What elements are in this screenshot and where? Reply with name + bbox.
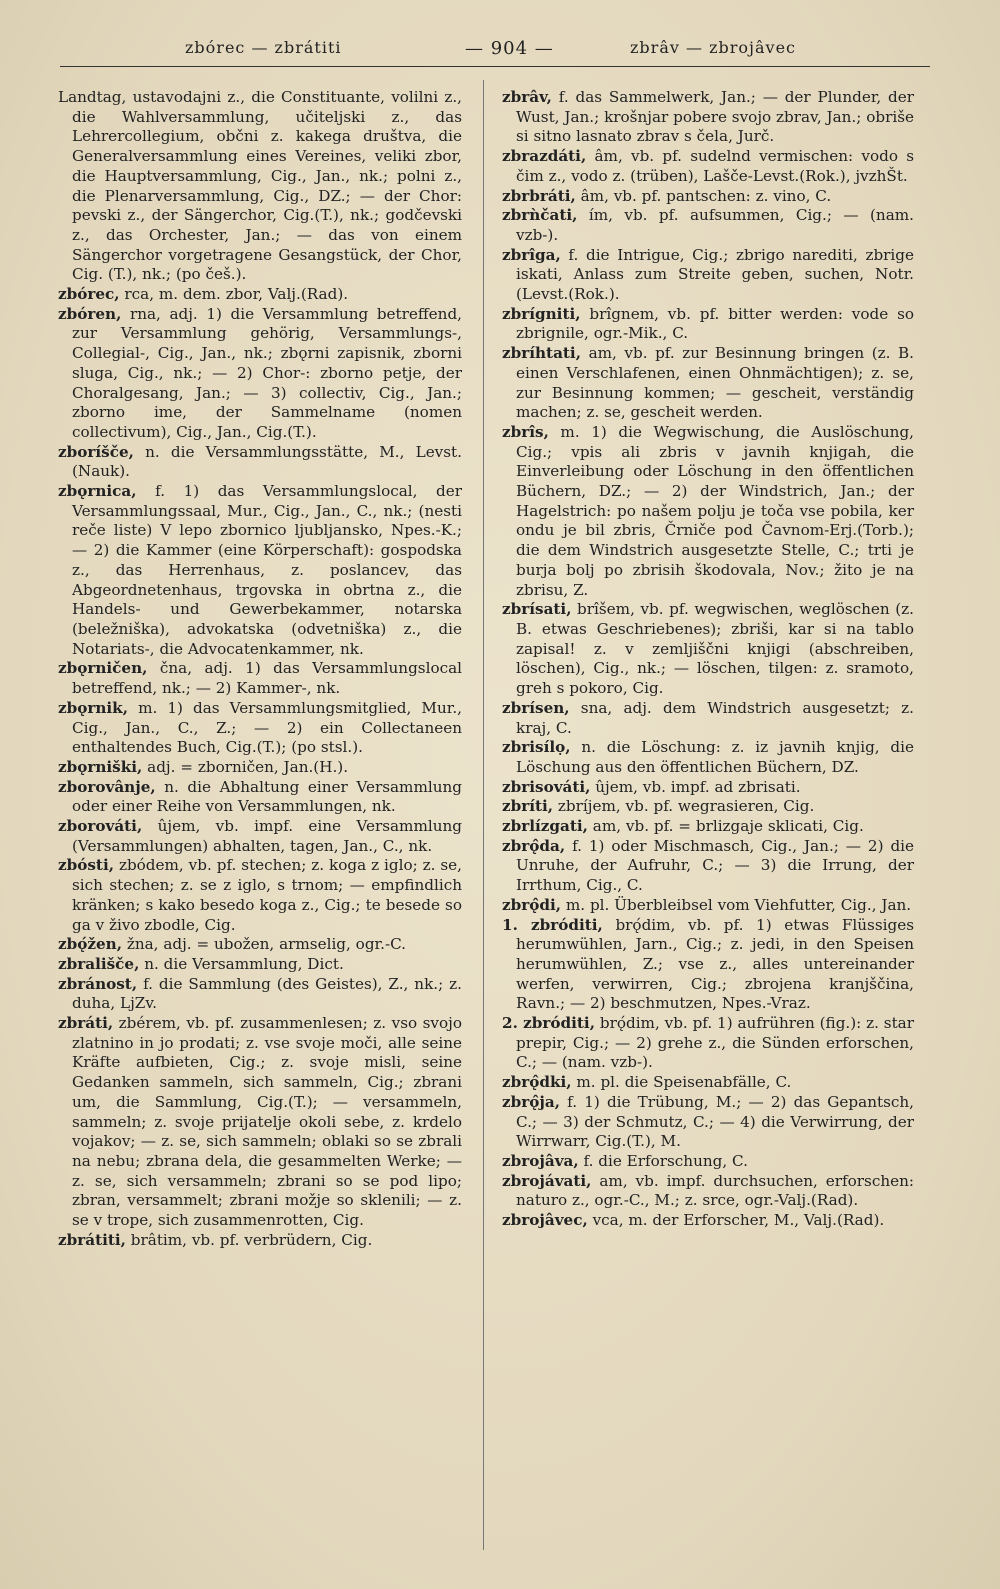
dictionary-entry — [502, 778, 914, 798]
entry-headword: zbrisováti, — [502, 777, 591, 796]
entry-headword: zbrîs, — [502, 422, 549, 441]
entry-headword: zbǫ́žen, — [58, 935, 122, 954]
entry-definition: f. die Erforschung, C. — [583, 1151, 748, 1170]
entry-headword: zbrâv, — [502, 88, 552, 106]
dictionary-entry — [58, 975, 462, 1014]
entry-headword: zbrǹčati, — [502, 206, 578, 225]
header-right-guideword: zbrâv — zbrojâvec — [630, 38, 796, 57]
dictionary-entry — [58, 88, 462, 285]
entry-definition: čna, adj. 1) das Versammlungslocal betreffend, nk.; — 2) Kammer-, nk. — [72, 659, 463, 698]
dictionary-entry — [58, 856, 462, 935]
dictionary-entry — [58, 1014, 462, 1231]
right-column — [502, 88, 914, 1231]
entry-headword: zbrǫ̂dki, — [502, 1073, 572, 1092]
entry-definition: f. die Sammlung (des Geistes), Z., nk.; z. duha, LjZv. — [72, 974, 462, 1013]
entry-headword: zbrîga, — [502, 245, 561, 264]
entry-definition: f. die Intrigue, Cig.; zbrigo narediti, zbrige iskati, Anlass zum Streite geben, suchen, Notr.(Levst.(Rok.). — [516, 245, 914, 304]
dictionary-entry — [58, 778, 462, 817]
entry-definition: m. pl. die Speisenabfälle, C. — [576, 1073, 792, 1092]
dictionary-entry — [502, 1172, 914, 1211]
entry-definition: zbríjem, vb. pf. wegrasieren, Cig. — [557, 797, 815, 816]
dictionary-entry — [58, 699, 462, 758]
entry-definition: am, vb. pf. = brlizgaje sklicati, Cig. — [592, 817, 864, 836]
entry-definition: n. die Versammlungsstätte, M., Levst. (Nauk). — [72, 442, 462, 481]
entry-headword: zbrojâva, — [502, 1151, 579, 1170]
entry-definition: rna, adj. 1) die Versammlung betreffend, zur Versammlung gehörig, Versammlungs-, Collegial-, Cig., Jan., nk.; zbǫrni zapisnik, zborni sluga, Cig., nk.; — 2) Chor-: zborno petje, der Choralgesang, Jan.; — 3) collectiv, Cig., Jan.; zborno ime, der Sammelname (nomen collectivum), Cig., Jan., Cig.(T.). — [72, 304, 462, 441]
entry-definition: brîšem, vb. pf. wegwischen, weglöschen (z. B. etwas Geschriebenes); zbriši, kar si na tablo zapisal! z. v zemljiščni knjigi (abschreiben, löschen), Cig., nk.; — löschen, tilgen: z. sramoto, greh s pokoro, Cig. — [516, 600, 915, 698]
dictionary-entry — [58, 305, 462, 443]
dictionary-entry — [502, 305, 914, 344]
entry-definition: âm, vb. pf. sudelnd vermischen: vodo s čim z., vodo z. (trüben), Lašče-Levst.(Rok.), jvzhŠt. — [516, 147, 915, 185]
dictionary-entry — [502, 916, 914, 1015]
entry-definition: zbérem, vb. pf. zusammenlesen; z. vso svojo zlatnino in jo prodati; z. vse svoje moči, alle seine Kräfte aufbieten, Cig.; z. svoje misli, seine Gedanken sammeln, sich sammeln, Cig.; zbrani um, die Sammlung, Cig.(T.); — versammeln, sammeln; z. svoje prijatelje okoli sebe, z. krdelo vojakov; — z. se, sich sammeln; oblaki so se zbrali na nebu; zbrana dela, die gesammelten Werke; — z. se, sich versammeln; zbrani so se pod lipo; zbran, versammelt; zbrani možje so sklenili; — z. se v trope, sich zusammenrotten, Cig. — [72, 1014, 462, 1230]
entry-definition: m. 1) die Wegwischung, die Auslöschung, Cig.; vpis ali zbris v javnih knjigah, die Einverleibung oder Löschung in den öffentlichen Büchern, DZ.; — 2) der Windstrich, Jan.; der Hagelstrich: po našem polju je toča vse pobila, ker ondu je bil zbris, Črniče pod Čavnom-Erj.(Torb.); die dem Windstrich ausgesetzte Stelle, C.; trti je burja bolj po zbrisih škodovala, Nov.; žito je na zbrisu, Z. — [516, 422, 915, 599]
dictionary-entry — [502, 88, 914, 147]
entry-headword: 2. zbróditi, — [502, 1014, 595, 1033]
entry-definition: f. 1) oder Mischmasch, Cig., Jan.; — 2) die Unruhe, der Aufruhr, C.; — 3) die Irrung, der Irrthum, Cig., C. — [516, 836, 915, 895]
entry-headword: zbǫrnica, — [58, 482, 137, 501]
entry-headword: zbǫrnik, — [58, 698, 128, 717]
dictionary-entry — [502, 837, 914, 896]
dictionary-entry — [502, 1073, 914, 1093]
dictionary-entry — [502, 147, 914, 186]
entry-definition: ûjem, vb. impf. eine Versammlung (Versammlungen) abhalten, tagen, Jan., C., nk. — [72, 817, 462, 855]
entry-definition: m. 1) das Versammlungsmitglied, Mur., Cig., Jan., C., Z.; — 2) ein Collectaneen enthaltendes Buch, Cig.(T.); (po stsl.). — [72, 698, 462, 757]
dictionary-entry — [58, 817, 462, 856]
entry-headword: zbrališče, — [58, 954, 140, 973]
entry-definition: n. die Versammlung, Dict. — [144, 954, 344, 973]
entry-headword: zboríšče, — [58, 442, 134, 461]
dictionary-entry — [502, 600, 914, 699]
entry-definition: f. 1) das Versammlungslocal, der Versammlungssaal, Mur., Cig., Jan., C., nk.; (nesti reče liste) V lepo zbornico ljubljansko, Npes.-K.; — 2) die Kammer (eine Körperschaft): gospodska z., das Herrenhaus, z. poslancev, das Abgeordnetenhaus, trgovska in obrtna z., die Handels- und Gewerbekammer, notarska (beležniška), advokatska (odvetniška) z., die Notariats-, die Advocatenkammer, nk. — [72, 482, 462, 658]
entry-headword: zbǫrničen, — [58, 659, 148, 678]
dictionary-entry — [58, 285, 462, 305]
dictionary-entry — [58, 955, 462, 975]
entry-headword: zbrísati, — [502, 600, 572, 619]
entry-definition: ím, vb. pf. aufsummen, Cig.; — (nam. vzb-). — [516, 206, 914, 244]
dictionary-entry — [502, 246, 914, 305]
column-divider — [483, 80, 484, 1550]
entry-headword: zbrígniti, — [502, 304, 581, 323]
dictionary-entry — [502, 423, 914, 600]
page-number: — 904 — — [465, 38, 554, 59]
entry-definition: am, vb. pf. zur Besinnung bringen (z. B. einen Verschlafenen, einen Ohnmächtigen); z. se, zur Besinnung kommen; — gescheit, verständig machen; z. se, gescheit werden. — [516, 344, 915, 422]
entry-definition: brâtim, vb. pf. verbrüdern, Cig. — [130, 1230, 373, 1249]
entry-headword: zbríhtati, — [502, 344, 581, 363]
entry-definition: n. die Löschung: z. iz javnih knjig, die Löschung aus den öffentlichen Büchern, DZ. — [516, 738, 914, 776]
entry-headword: zbórec, — [58, 285, 120, 304]
entry-definition: brîgnem, vb. pf. bitter werden: vode so zbrignile, ogr.-Mik., C. — [516, 304, 915, 343]
entry-definition: m. pl. Überbleibsel vom Viehfutter, Cig., Jan. — [565, 895, 912, 914]
entry-headword: zbránost, — [58, 974, 138, 993]
dictionary-entry — [502, 187, 914, 207]
entry-definition: Landtag, ustavodajni z., die Constituante, volilni z., die Wahlversammlung, učiteljski z., das Lehrercollegium, občni z. kakega društva, die Generalversammlung eines Vereines, veliki zbor, die Hauptversammlung, Cig., Jan., nk.; polni z., die Plenarversammlung, Cig., DZ.; — der Chor: pevski z., der Sängerchor, Cig.(T.), nk.; godčevski z., das Orchester, Jan.; — das von einem Sängerchor vorgetragene Gesangstück, der Chor, Cig. (T.), nk.; (po češ.). — [58, 88, 462, 284]
entry-headword: zbósti, — [58, 856, 114, 875]
header-left-guideword: zbórec — zbrátiti — [185, 38, 342, 57]
entry-headword: zbrísen, — [502, 698, 570, 717]
entry-definition: žna, adj. = ubožen, armselig, ogr.-C. — [126, 935, 407, 954]
dictionary-entry — [58, 482, 462, 659]
entry-headword: zbrlízgati, — [502, 817, 588, 836]
dictionary-entry — [502, 896, 914, 916]
entry-definition: rca, m. dem. zbor, Valj.(Rad). — [124, 285, 349, 304]
entry-headword: 1. zbróditi, — [502, 915, 603, 934]
entry-headword: zbráti, — [58, 1014, 114, 1033]
entry-definition: ûjem, vb. impf. ad zbrisati. — [595, 777, 801, 796]
entry-headword: zbrazdáti, — [502, 147, 587, 166]
dictionary-entry — [502, 817, 914, 837]
entry-definition: f. das Sammelwerk, Jan.; — der Plunder, der Wust, Jan.; krošnjar pobere svojo zbrav, Jan.; obriše si sitno lasnato zbrav s čela, Jurč. — [516, 88, 915, 146]
entry-headword: zbríti, — [502, 797, 554, 816]
entry-definition: n. die Abhaltung einer Versammlung oder einer Reihe von Versammlungen, nk. — [72, 777, 462, 816]
entry-headword: zbǫrniški, — [58, 757, 143, 776]
entry-headword: zbrátiti, — [58, 1230, 126, 1249]
entry-headword: zbrǫ̂di, — [502, 895, 562, 914]
running-header — [55, 34, 960, 74]
dictionary-entry — [502, 738, 914, 777]
dictionary-entry — [58, 443, 462, 482]
dictionary-entry — [502, 1093, 914, 1152]
entry-headword: zborovânje, — [58, 777, 156, 796]
left-column — [58, 88, 462, 1250]
entry-definition: am, vb. impf. durchsuchen, erforschen: naturo z., ogr.-C., M.; z. srce, ogr.-Valj.(Rad). — [516, 1171, 914, 1210]
entry-headword: zbrojávati, — [502, 1171, 592, 1190]
entry-headword: zbrǫ̂ja, — [502, 1092, 560, 1111]
entry-headword: zbrǫ̂da, — [502, 836, 566, 855]
entry-definition: vca, m. der Erforscher, M., Valj.(Rad). — [592, 1211, 885, 1230]
entry-definition: âm, vb. pf. pantschen: z. vino, C. — [580, 186, 832, 205]
entry-definition: brǫ́dim, vb. pf. 1) etwas Flüssiges herumwühlen, Jarn., Cig.; z. jedi, in den Speisen herumwühlen, Z.; vse z., alles untereinander werfen, verwirren, Cig.; zbrojena kranjščina, Ravn.; — 2) beschmutzen, Npes.-Vraz. — [516, 915, 914, 1013]
entry-definition: sna, adj. dem Windstrich ausgesetzt; z. kraj, C. — [516, 698, 914, 737]
dictionary-entry — [502, 699, 914, 738]
entry-definition: zbódem, vb. pf. stechen; z. koga z iglo; z. se, sich stechen; z. se z iglo, s trnom; — empfindlich kränken; s kako besedo koga z., Cig.; te besede so ga v živo zbodle, Cig. — [72, 856, 463, 934]
dictionary-entry — [58, 1231, 462, 1251]
entry-definition: adj. = zborničen, Jan.(H.). — [147, 757, 349, 776]
dictionary-entry — [502, 344, 914, 423]
entry-definition: brǫ́dim, vb. pf. 1) aufrühren (fig.): z. star prepir, Cig.; — 2) grehe z., die Sünden erforschen, C.; — (nam. vzb-). — [516, 1014, 915, 1072]
entry-headword: zbrisílọ, — [502, 738, 571, 757]
entry-headword: zbóren, — [58, 304, 122, 323]
entry-headword: zbrbráti, — [502, 186, 576, 205]
header-rule — [60, 66, 930, 67]
entry-headword: zborováti, — [58, 817, 143, 836]
dictionary-entry — [502, 206, 914, 245]
dictionary-entry — [502, 1211, 914, 1231]
dictionary-entry — [502, 797, 914, 817]
dictionary-entry — [58, 935, 462, 955]
dictionary-entry — [58, 659, 462, 698]
dictionary-entry — [502, 1152, 914, 1172]
entry-headword: zbrojâvec, — [502, 1211, 588, 1230]
dictionary-entry — [502, 1014, 914, 1073]
entry-definition: f. 1) die Trübung, M.; — 2) das Gepantsch, C.; — 3) der Schmutz, C.; — 4) die Verwirrung, der Wirrwarr, Cig.(T.), M. — [516, 1092, 914, 1151]
dictionary-entry — [58, 758, 462, 778]
